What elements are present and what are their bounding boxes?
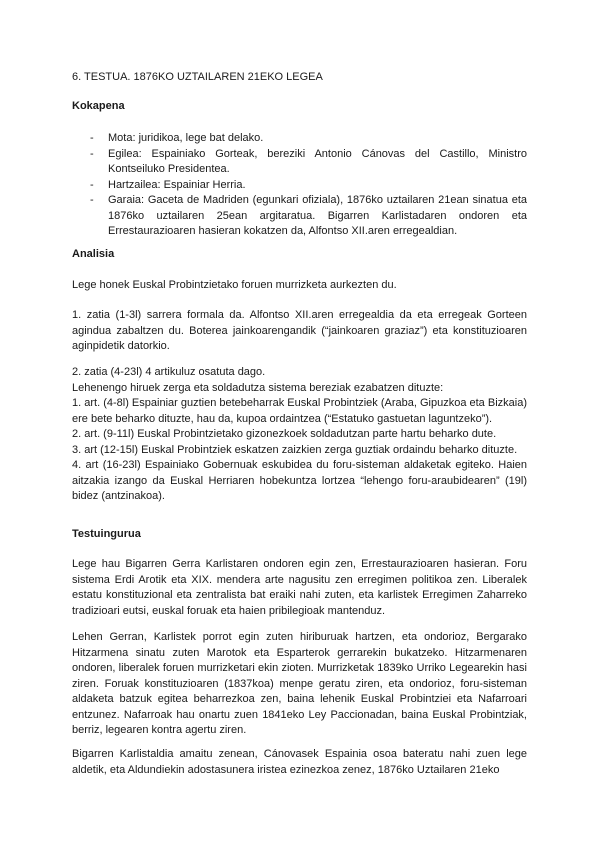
list-item xyxy=(90,131,527,147)
analisia-paragraph-1: Lege honek Euskal Probintzietako foruen murrizketa aurkezten du. xyxy=(72,279,397,291)
list-item xyxy=(90,193,527,240)
analisia-paragraph-3 xyxy=(72,365,527,505)
analisia-paragraph-2: 1. zatia (1-3l) sarrera formala da. Alfontso XII.aren erregealdia da eta erregeak Gorteen agindua zabaltzen du. Boterea jainkoarengandik (“jainkoaren graziaz”) eta konstituzioaren aginpidetik datorkio. xyxy=(72,309,527,352)
heading-kokapena: Kokapena xyxy=(72,100,125,112)
list-item xyxy=(90,178,527,194)
list-item-text: Egilea: Espainiako Gorteak, bereziki Antonio Cánovas del Castillo, Ministro Kontseiluko Presidentea. xyxy=(108,147,527,175)
list-item-text: Hartzailea: Espainiar Herria. xyxy=(108,178,246,191)
document-title: 6. TESTUA. 1876KO UZTAILAREN 21EKO LEGEA xyxy=(72,71,323,83)
testuingurua-paragraph-2: Lehen Gerran, Karlistek porrot egin zuten hiriburuak hartzen, eta ondorioz, Bergarako Hitzarmena sinatu zuten Marotok eta Esparterok gerrarekin bukatzeko. Hitzarmenaren ondoren, liberalek foruen murrizketari ekin zioten. Murrizketak 1839ko Urriko Legearekin hasi ziren. Foruak konstituzioaren (1837koa) menpe geratu ziren, eta ondorioz, foru-sisteman aldaketa batzuk egitea beharrezkoa zen, baina lehenik Euskal Probintziei eta Nafarroari entzunez. Nafarroak hau onartu zuen 1841eko Ley Paccionadan, baina Euskal Probintziak, berriz, legearen kontra agertu ziren. xyxy=(72,631,527,736)
testuingurua-paragraph-3: Bigarren Karlistaldia amaitu zenean, Cánovasek Espainia osoa bateratu nahi zuen lege aldetik, eta Aldundiekin adostasunera iristea ezinezkoa zenez, 1876ko Uztailaren 21eko xyxy=(72,748,527,776)
bullet-dash: - xyxy=(90,132,94,144)
kokapena-list xyxy=(90,131,527,240)
list-item-text: Mota: juridikoa, lege bat delako. xyxy=(108,132,264,144)
heading-testuingurua: Testuingurua xyxy=(72,528,141,540)
paragraph-line: Lehenengo hiruek zerga eta soldadutza sistema bereziak ezabatzen dituzte: xyxy=(72,381,444,394)
list-item xyxy=(90,147,527,178)
bullet-dash: - xyxy=(90,178,94,191)
bullet-dash: - xyxy=(90,147,94,160)
article-item: 4. art (16-23l) Espainiako Gobernuak eskubidea du foru-sisteman aldaketak egiteko. Haien aitzakia izango da Euskal Herriaren hobekuntza lortzea “lehengo foru-araubidearen” (19l) bidez (antzinakoa). xyxy=(72,459,527,502)
paragraph-line: 2. zatia (4-23l) 4 artikuluz osatuta dago. xyxy=(72,366,266,378)
list-item-text: Garaia: Gaceta de Madriden (egunkari ofiziala), 1876ko uztailaren 21ean sinatua eta 1876ko uztailaren 25ean argitaratua. Bigarren Karlistadaren ondoren eta Errestaurazioaren hasieran kokatzen da, Alfontso XII.aren erregealdian. xyxy=(108,194,527,237)
testuingurua-paragraph-1: Lege hau Bigarren Gerra Karlistaren ondoren egin zen, Errestaurazioaren hasieran. Foru sistema Erdi Arotik eta XIX. mendera arte nagusitu zen erregimen politikoa zen. Liberalek estatu konstituzional eta zentralista bat eraiki nahi zuten, eta karlistek Erregimen Zaharreko tradizioari eutsi, euskal foruak eta haien pribilegioak mantenduz. xyxy=(72,558,527,617)
article-item: 3. art (12-15l) Euskal Probintziek eskatzen zaizkien zerga guztiak ordaindu beharko dituzte. xyxy=(72,443,518,456)
bullet-dash: - xyxy=(90,194,94,206)
heading-analisia: Analisia xyxy=(72,248,115,260)
article-item: 2. art. (9-11l) Euskal Probintzietako gizonezkoek soldadutzan parte hartu beharko dute. xyxy=(72,428,497,440)
article-item: 1. art. (4-8l) Espainiar guztien betebeharrak Euskal Probintziek (Araba, Gipuzkoa eta Bizkaia) ere bete beharko dituzte, hau da, kupoa ordaintzea (“Estatuko gastuetan laguntzeko”). xyxy=(72,397,527,425)
